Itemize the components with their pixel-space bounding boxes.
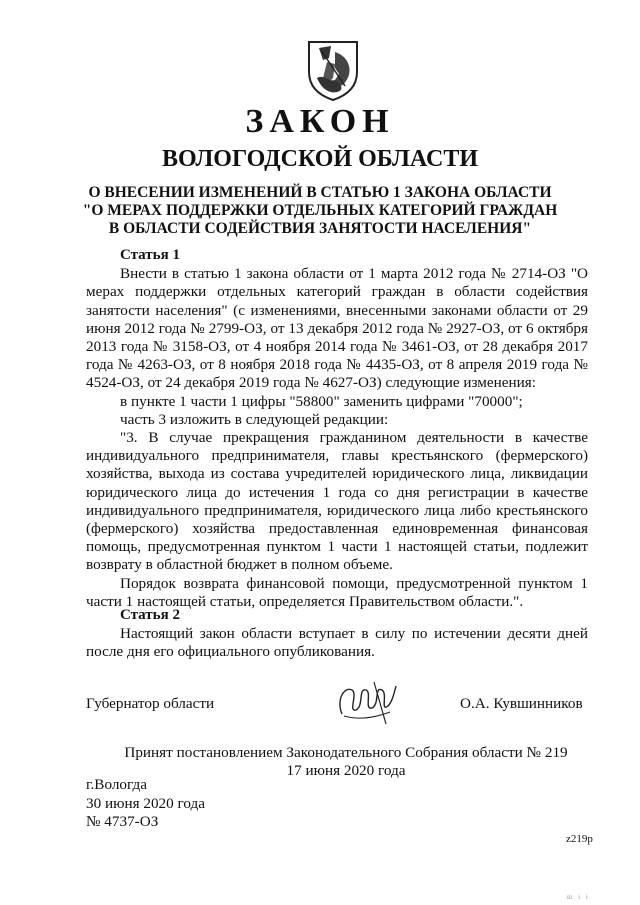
coat-of-arms-icon [305,38,361,102]
signatory-name: О.А. Кувшинников [460,695,583,712]
article-1-quote: "3. В случае прекращения гражданином деятельности в качестве индивидуального предпринимателя, главы крестьянского (фермерского) хозяйства, выхода из состава учредителей юридического лица, ликвидации юридического лица до истечения 1 года со дня регистрации в качестве индивидуального предпринимателя, юридического лица либо крестьянского (фермерского) хозяйства предоставленная единовременная финансовая помощь, предусмотренная пунктом 1 части 1 настоящей статьи, подлежит возврату в областной бюджет в полном объеме. [86,429,588,574]
adoption-line: Принят постановлением Законодательного Собрания области № 219 [124,744,568,761]
document-region: ВОЛОГОДСКОЙ ОБЛАСТИ [161,146,479,172]
signature-icon [334,676,404,728]
article-1 [86,246,588,611]
document-number: № 4737-ОЗ [86,813,159,830]
document-subtitle [60,184,580,238]
adoption-date: 17 июня 2020 года [286,762,406,779]
article-2 [86,606,588,662]
article-1-heading: Статья 1 [120,247,180,263]
signatory-position: Губернатор области [86,695,215,712]
subtitle-line: В ОБЛАСТИ СОДЕЙСТВИЯ ЗАНЯТОСТИ НАСЕЛЕНИЯ" [108,220,532,237]
document-title: ЗАКОН [245,103,395,140]
document-meta [86,776,205,832]
article-1-intro: Внести в статью 1 закона области от 1 марта 2012 года № 2714-ОЗ "О мерах поддержки отдельных категорий граждан в области содействия занятости населения" (с изменениями, внесенными законами области от 29 июня 2012 года № 2799-ОЗ, от 13 декабря 2012 года № 2927-ОЗ, от 6 октября 2013 года № 3158-ОЗ, от 4 ноября 2014 года № 3461-ОЗ, от 28 декабря 2017 года № 4263-ОЗ, от 8 ноября 2018 года № 4435-ОЗ, от 8 апреля 2019 года № 4524-ОЗ, от 24 декабря 2019 года № 4627-ОЗ) следующие изменения: [86,265,588,392]
subtitle-line: О ВНЕСЕНИИ ИЗМЕНЕНИЙ В СТАТЬЮ 1 ЗАКОНА ОБЛАСТИ [88,184,552,201]
footer-mark: ш і і [567,893,590,901]
document-code: z219р [566,833,593,845]
article-1-change-1: в пункте 1 части 1 цифры "58800" заменить цифрами "70000"; [120,392,523,410]
article-1-change-2: часть 3 изложить в следующей редакции: [120,410,389,428]
subtitle-line: "О МЕРАХ ПОДДЕРЖКИ ОТДЕЛЬНЫХ КАТЕГОРИЙ ГРАЖДАН [82,202,558,219]
adoption-note [86,744,606,780]
article-1-procedure: Порядок возврата финансовой помощи, предусмотренной пунктом 1 части 1 настоящей статьи, определяется Правительством области.". [86,574,588,610]
document-city: г.Вологда [86,776,147,793]
document-date: 30 июня 2020 года [86,794,206,812]
article-2-heading: Статья 2 [120,607,180,623]
article-2-text: Настоящий закон области вступает в силу по истечении десяти дней после дня его официального опубликования. [86,625,588,661]
